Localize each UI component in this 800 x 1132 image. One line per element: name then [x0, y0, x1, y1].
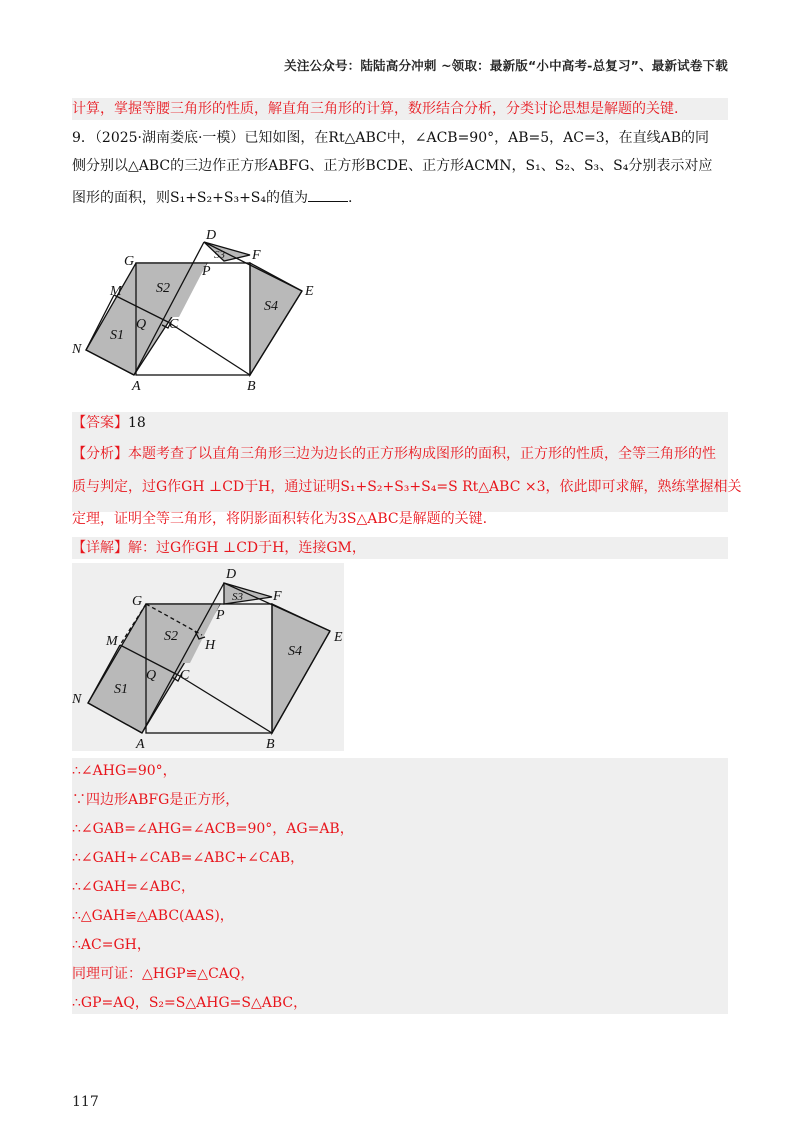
fig1-s4-region	[250, 263, 302, 375]
fig1-label-s1: S1	[110, 328, 124, 343]
fig1-label-a: A	[132, 379, 141, 394]
fig1-label-b: B	[247, 379, 256, 394]
page-header: 关注公众号：陆陆高分冲刺 ~领取：最新版“小中高考-总复习”、最新试卷下载	[284, 58, 728, 73]
fig2-label-b: B	[266, 737, 275, 751]
fig1-label-p: P	[202, 264, 211, 279]
proof-step-2: ∵四边形ABFG是正方形，	[72, 792, 240, 808]
fig1-label-d: D	[206, 228, 217, 243]
answer-line	[72, 412, 728, 434]
fig2-label-g: G	[132, 594, 143, 609]
analysis-line-3: 定理，证明全等三角形，将阴影面积转化为3S△ABC是解题的关键.	[72, 511, 488, 527]
prev-solution-tail: 计算，掌握等腰三角形的性质，解直角三角形的计算，数形结合分析，分类讨论思想是解题的关键.	[72, 98, 728, 120]
analysis-label: 【分析】	[72, 446, 128, 462]
fig2-label-h: H	[205, 638, 216, 653]
fig2-label-e: E	[334, 630, 343, 645]
detail-line-1	[72, 537, 728, 559]
fig1-label-n: N	[72, 342, 82, 357]
proof-step-6: ∴△GAH≌△ABC(AAS)，	[72, 908, 234, 924]
proof-step-1: ∴∠AHG=90°，	[72, 763, 177, 779]
fig2-line-cb	[178, 675, 272, 733]
proof-step-3: ∴∠GAB=∠AHG=∠ACB=90°，AG=AB，	[72, 821, 354, 837]
fig2-label-m: M	[106, 634, 118, 649]
detail-text-1: 解：过G作GH ⊥CD于H，连接GM，	[128, 540, 366, 556]
fig1-label-c: C	[169, 317, 179, 332]
fig1-label-q: Q	[136, 317, 147, 332]
proof-step-7: ∴AC=GH，	[72, 937, 151, 953]
question-line-3: 图形的面积，则S₁+S₂+S₃+S₄的值为 .	[72, 190, 353, 206]
fig1-label-s2: S2	[156, 281, 170, 296]
answer-blank	[308, 189, 348, 202]
fig1-label-s3: S3	[214, 249, 225, 261]
analysis-line-2: 质与判定，过G作GH ⊥CD于H，通过证明S₁+S₂+S₃+S₄=S Rt△ABC ×3，依此即可求解，熟练掌握相关	[72, 479, 742, 495]
fig2-label-p: P	[216, 608, 225, 623]
proof-step-4: ∴∠GAH+∠CAB=∠ABC+∠CAB，	[72, 850, 305, 866]
page-number: 117	[72, 1094, 99, 1110]
fig2-label-s1: S1	[114, 682, 128, 697]
fig2-label-s2: S2	[164, 629, 178, 644]
proof-step-5: ∴∠GAH=∠ABC，	[72, 879, 195, 895]
question-line-2: 侧分别以△ABC的三边作正方形ABFG、正方形BCDE、正方形ACMN，S₁、S₂、S₃、S₄分别表示对应	[72, 158, 713, 174]
proof-step-8: 同理可证：△HGP≌△CAQ，	[72, 966, 255, 982]
fig1-label-g: G	[124, 254, 135, 269]
question-line-3-text: 图形的面积，则S₁+S₂+S₃+S₄的值为	[72, 190, 309, 206]
fig1-line-cb	[168, 322, 250, 375]
fig2-label-s4: S4	[288, 644, 302, 659]
fig1-label-m: M	[110, 284, 122, 299]
fig1-label-e: E	[305, 284, 314, 299]
answer-label: 【答案】	[72, 415, 128, 431]
fig2-label-f: F	[273, 589, 282, 604]
analysis-line-1	[72, 443, 728, 465]
detail-label: 【详解】	[72, 540, 128, 556]
fig2-label-c: C	[180, 668, 190, 683]
analysis-text-1: 本题考查了以直角三角形三边为边长的正方形构成图形的面积，正方形的性质，全等三角形的性	[128, 446, 716, 462]
figure-2	[72, 563, 344, 751]
fig1-label-s4: S4	[264, 299, 278, 314]
proof-step-9: ∴GP=AQ，S₂=S△AHG=S△ABC，	[72, 995, 308, 1011]
answer-value: 18	[128, 415, 146, 431]
fig1-label-f: F	[252, 248, 261, 263]
figure-1	[72, 225, 342, 395]
fig2-label-d: D	[226, 567, 237, 582]
fig2-s4-region	[272, 604, 330, 733]
fig2-label-q: Q	[146, 668, 157, 683]
fig1-s2-region	[134, 263, 207, 317]
fig2-label-a: A	[136, 737, 145, 751]
fig2-label-s3: S3	[232, 591, 243, 603]
question-line-1: 9．（2025·湖南娄底·一模）已知如图，在Rt△ABC中，∠ACB=90°，AB=5，AC=3，在直线AB的同	[72, 130, 710, 146]
fig2-label-n: N	[72, 692, 82, 707]
